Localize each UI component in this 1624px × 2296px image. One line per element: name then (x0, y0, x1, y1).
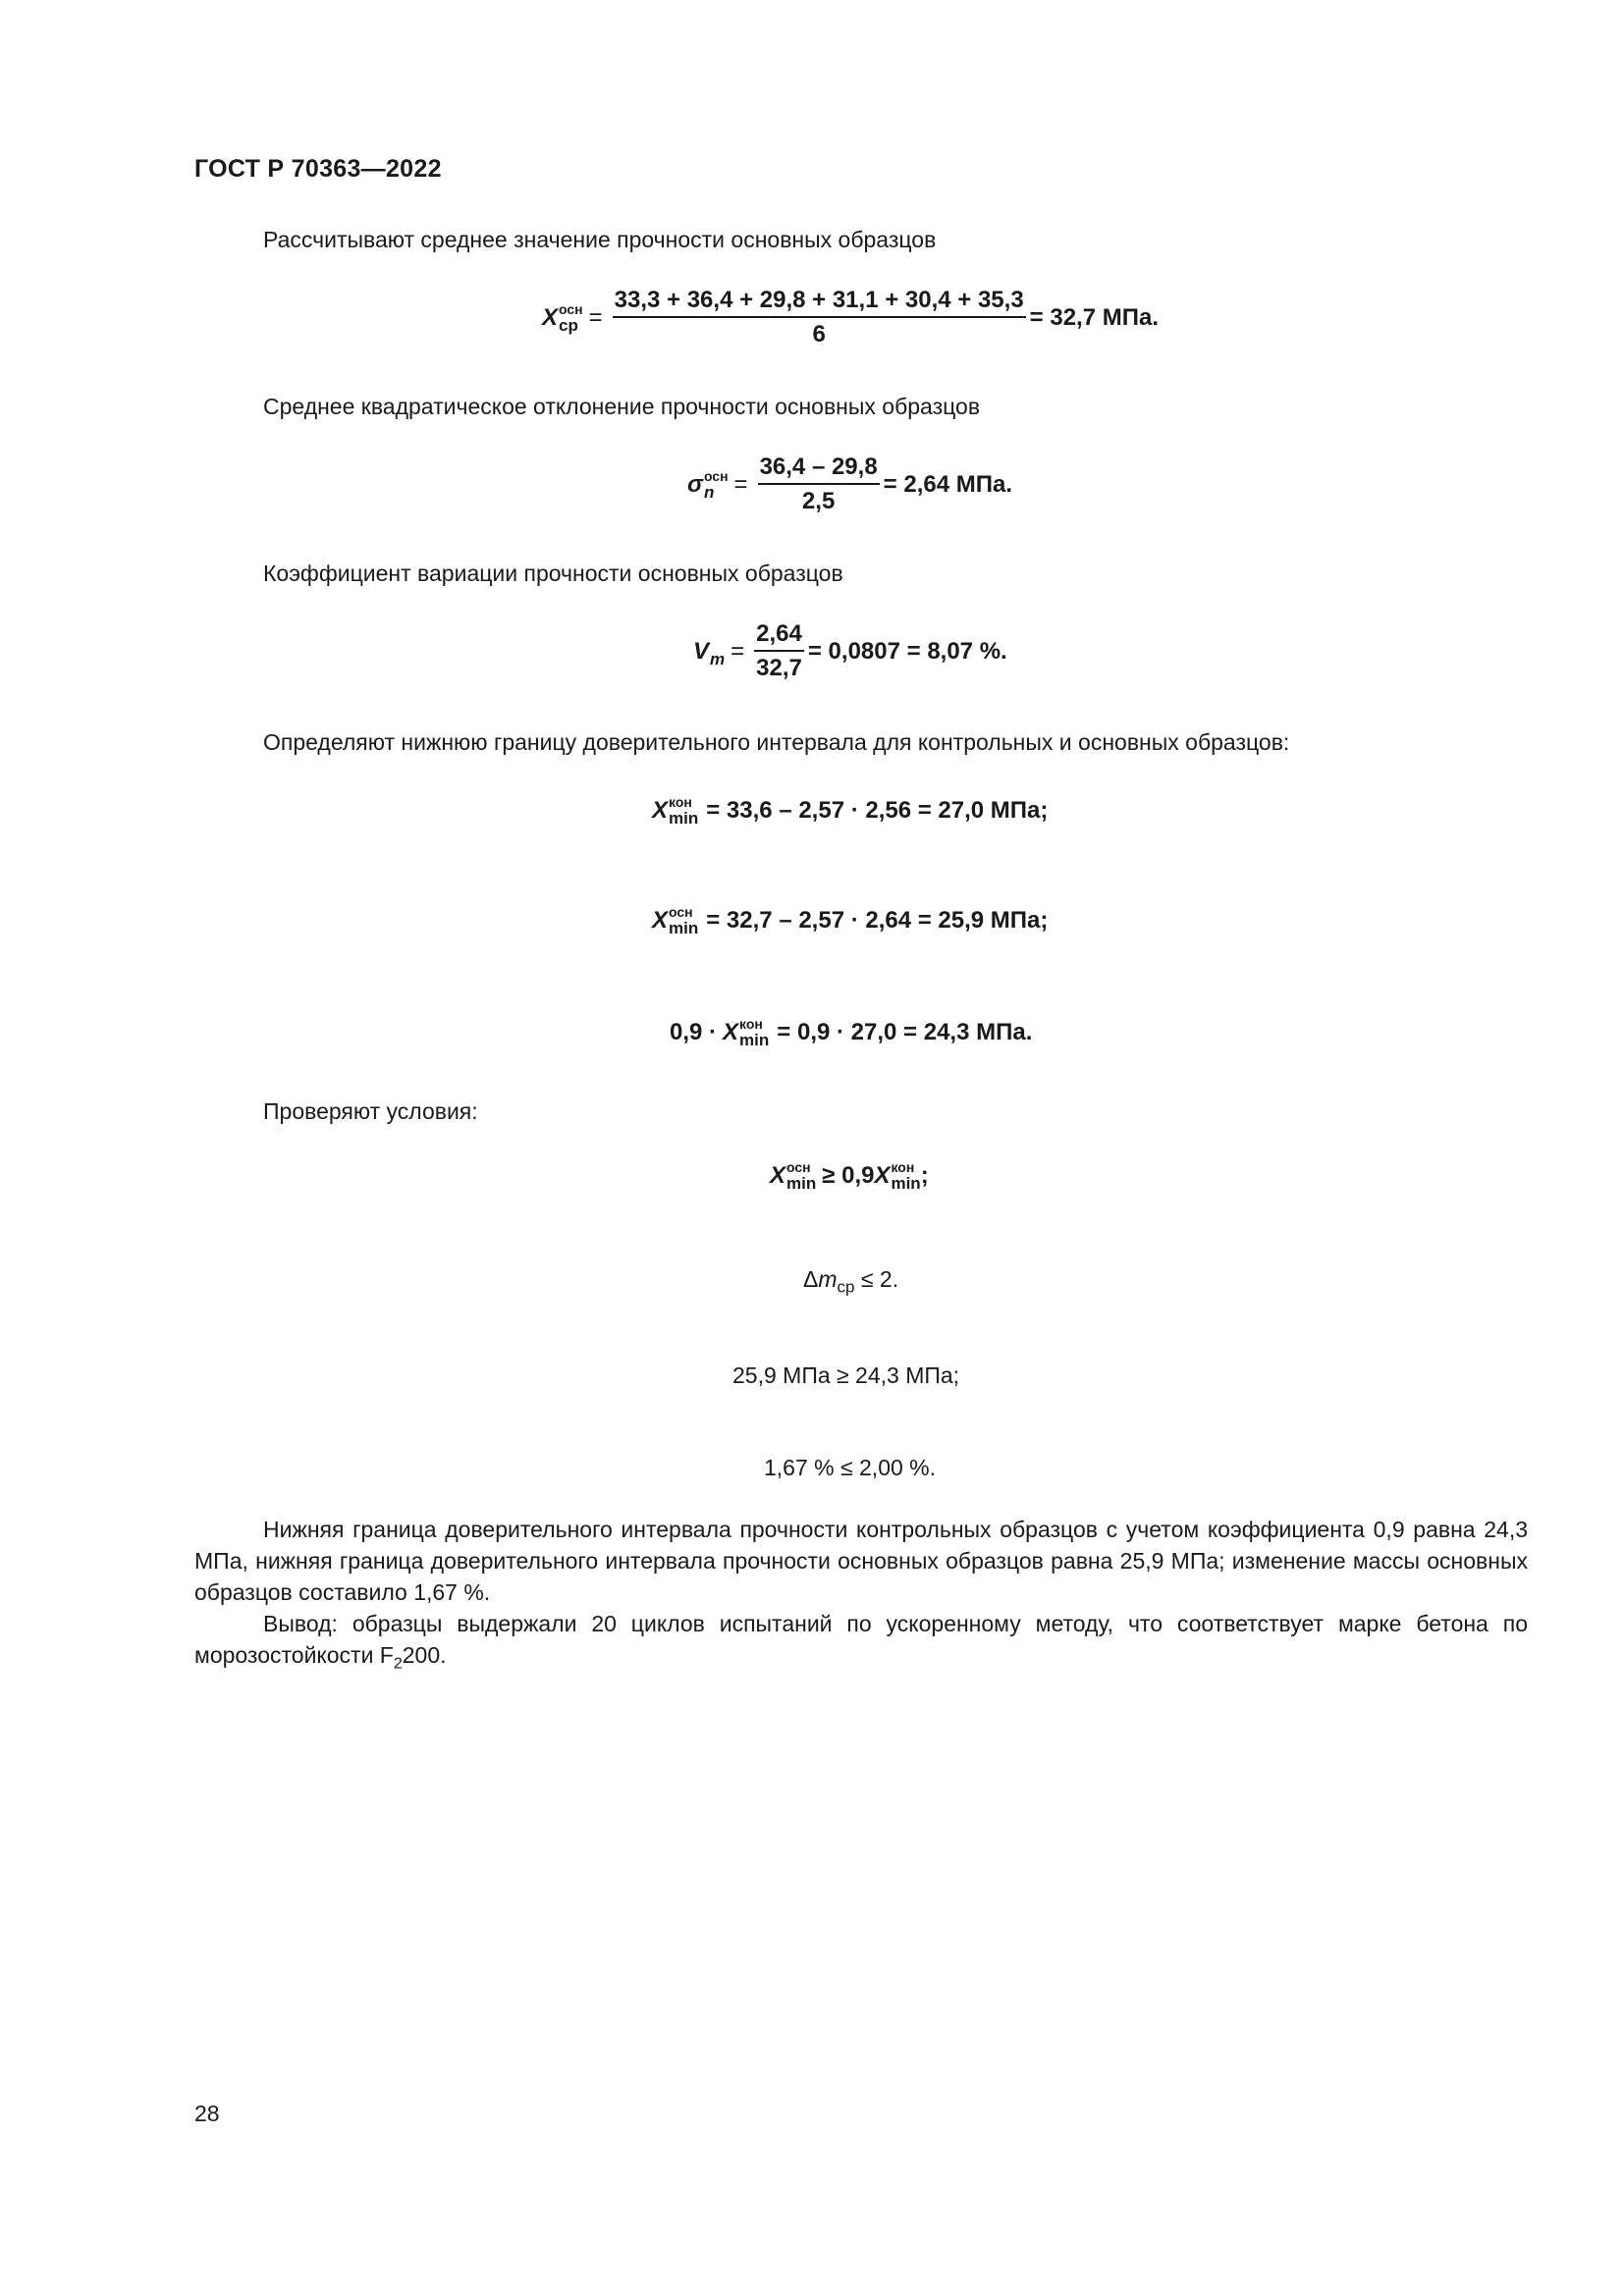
eq7-symbol: X (770, 1162, 786, 1189)
paragraph-check-conditions: Проверяют условия: (263, 1098, 478, 1124)
eq5-symbol: X (652, 907, 669, 934)
eq7-sub2: min (891, 1174, 921, 1193)
cond1-delta: Δ (803, 1266, 819, 1292)
cond1-sub: ср (837, 1277, 855, 1297)
eq1-fraction (613, 287, 1026, 348)
eq2-denominator: 2,5 (801, 488, 836, 514)
equation-09-xmin (670, 1017, 1032, 1048)
equation-xmin-control (652, 795, 1048, 827)
document-header: ГОСТ Р 70363—2022 (194, 155, 442, 183)
eq1-sub: ср (559, 315, 578, 335)
paragraph-summary: Нижняя граница доверительного интервала прочности контрольных образцов с учетом коэффициента 0,9 равна 24,3 МПа, нижняя граница доверительного интервала прочности основных образцов равна 25,9 МПа; изменение массы основных образцов составило 1,67 %. (194, 1517, 1528, 1605)
condition-mass-change (803, 1266, 898, 1298)
paragraph-std-intro: Среднее квадратическое отклонение прочности основных образцов (263, 394, 981, 419)
condition-strength-values: 25,9 МПа ≥ 24,3 МПа; (732, 1362, 960, 1388)
eq5-sub: min (669, 919, 699, 937)
condition-mass-values: 1,67 % ≤ 2,00 %. (764, 1455, 937, 1480)
eq7-sub: min (786, 1174, 817, 1193)
conclusion-text: Вывод: образцы выдержали 20 циклов испытаний по ускоренному методу, что соответствует марке бетона по морозостойкости F (194, 1611, 1528, 1668)
equation-std (687, 454, 1012, 515)
eq4-sup: кон (669, 794, 692, 810)
cond1-m: m (818, 1266, 838, 1292)
eq1-equals: = (588, 303, 603, 331)
eq7-sup2: кон (891, 1159, 915, 1175)
eq6-prefix: 0,9 · (670, 1019, 718, 1045)
equation-mean (542, 287, 1159, 348)
eq3-denominator: 32,7 (756, 655, 802, 681)
eq1-sup: осн (559, 300, 583, 317)
equation-condition-strength (770, 1160, 929, 1192)
cond1-rest: ≤ 2. (854, 1266, 899, 1292)
eq3-sub: m (710, 649, 726, 668)
eq3-fraction (754, 620, 804, 682)
eq1-numerator: 33,3 + 36,4 + 29,8 + 31,1 + 30,4 + 35,3 (613, 287, 1026, 318)
eq2-numerator: 36,4 – 29,8 (758, 454, 880, 485)
eq2-sup: осн (703, 467, 729, 484)
eq2-symbol: σ (687, 470, 703, 498)
eq1-result: = 32,7 МПа. (1029, 303, 1159, 331)
eq4-sub: min (669, 809, 699, 828)
eq7-symbol2: X (874, 1162, 891, 1189)
eq1-denominator: 6 (812, 321, 826, 347)
page-number: 28 (194, 2101, 220, 2126)
paragraph-mean-intro: Рассчитывают среднее значение прочности основных образцов (263, 227, 937, 252)
eq6-symbol: X (723, 1019, 739, 1045)
eq3-numerator: 2,64 (754, 620, 804, 652)
eq5-sup: осн (669, 904, 693, 920)
eq7-sup: осн (786, 1159, 811, 1175)
eq6-rhs: = 0,9 · 27,0 = 24,3 МПа. (777, 1019, 1033, 1045)
eq2-result: = 2,64 МПа. (883, 470, 1012, 498)
eq4-symbol: X (652, 797, 669, 824)
eq6-sub: min (739, 1031, 770, 1049)
eq3-result: = 0,0807 = 8,07 %. (807, 637, 1007, 665)
conclusion-subscript: 2 (393, 1655, 403, 1673)
eq4-rhs: = 33,6 – 2,57 · 2,56 = 27,0 МПа; (706, 797, 1049, 824)
eq7-operator: ≥ 0,9 (822, 1162, 875, 1189)
eq3-equals: = (731, 637, 745, 665)
paragraph-variation-intro: Коэффициент вариации прочности основных образцов (263, 561, 843, 586)
conclusion-tail: 200. (402, 1642, 447, 1668)
equation-variation (693, 620, 1007, 682)
paragraph-conclusion (194, 1608, 1528, 1681)
equation-xmin-main (652, 905, 1048, 936)
eq7-end: ; (920, 1162, 929, 1189)
eq5-rhs: = 32,7 – 2,57 · 2,64 = 25,9 МПа; (706, 907, 1049, 934)
paragraph-lower-bound-intro: Определяют нижнюю границу доверительного интервала для контрольных и основных образцов: (263, 729, 1290, 755)
eq3-symbol: V (693, 637, 710, 665)
eq6-sup: кон (739, 1016, 763, 1032)
eq1-symbol: X (542, 303, 559, 331)
eq2-fraction (758, 454, 880, 515)
eq2-sub: n (703, 482, 715, 502)
eq2-equals: = (733, 470, 748, 498)
